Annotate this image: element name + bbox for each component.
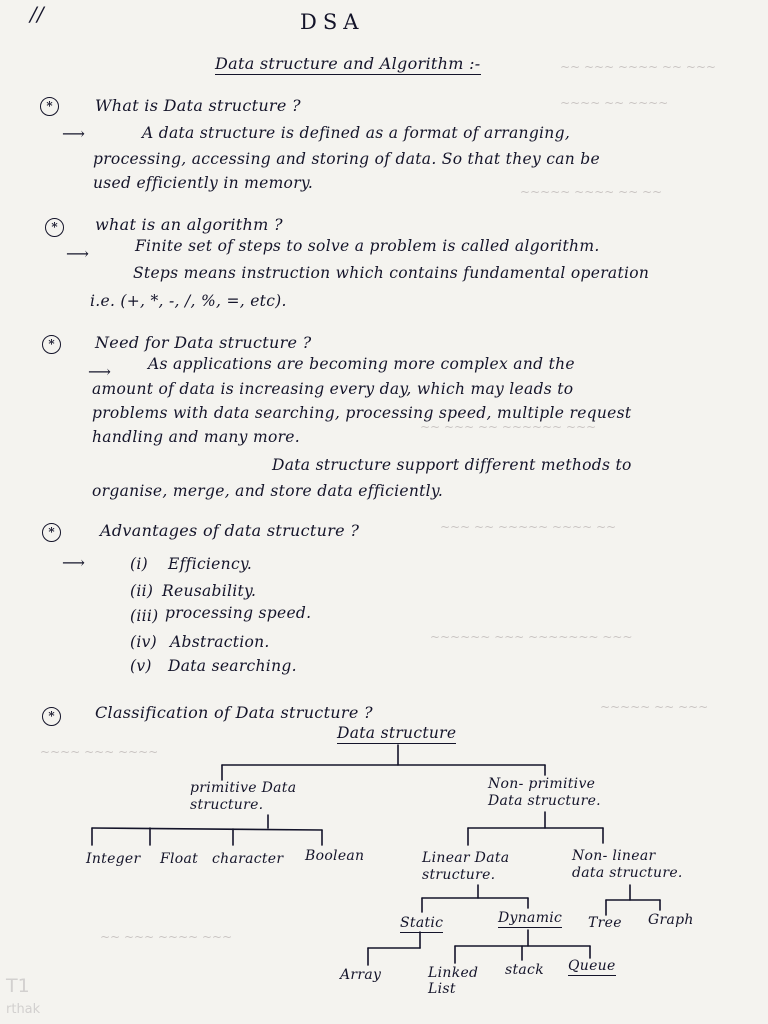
list-item: Reusability.: [162, 582, 257, 600]
bleed-through-text: ~~ ~~~~ ~~~~~ ~~ ~~~: [440, 520, 617, 534]
tree-leaf-boolean: Boolean: [305, 848, 365, 864]
tree-node-non-linear-label: Non- linear data structure.: [572, 848, 683, 881]
corner-mark: //: [30, 2, 45, 26]
arrow-icon: ⟶: [66, 244, 89, 263]
bleed-through-text: ~~~~ ~~~ ~~~~: [40, 745, 159, 759]
tree-leaf-array: Array: [340, 967, 382, 983]
arrow-icon: ⟶: [88, 362, 111, 381]
bullet-star-icon: *: [42, 707, 61, 726]
section-text-line: handling and many more.: [92, 428, 300, 446]
section-text-line: i.e. (+, *, -, /, %, =, etc).: [90, 292, 287, 310]
section-text-line: A data structure is defined as a format of arranging,: [142, 124, 571, 142]
section-heading: Advantages of data structure ?: [100, 521, 360, 540]
page-subtitle: Data structure and Algorithm :-: [215, 54, 481, 73]
bleed-through-text: ~~~~ ~~ ~~~~: [560, 96, 669, 110]
section-text-line: Steps means instruction which contains fundamental operation: [133, 264, 650, 282]
tree-node-primitive-label: primitive Data structure.: [190, 780, 297, 813]
list-item: processing speed.: [165, 604, 312, 622]
list-number: (v): [130, 657, 152, 675]
page-title: DSA: [300, 10, 365, 34]
tree-leaf-graph: Graph: [648, 912, 694, 928]
tree-node-root: Data structure: [337, 724, 457, 742]
bullet-star-icon: *: [42, 335, 61, 354]
tree-node-dynamic: Dynamic: [498, 910, 563, 926]
arrow-icon: ⟶: [62, 124, 85, 143]
tree-leaf-stack: stack: [505, 962, 544, 978]
tree-leaf-queue: Queue: [568, 958, 616, 974]
list-item: Abstraction.: [170, 633, 270, 651]
tree-node-non-primitive-label: Non- primitive Data structure.: [488, 776, 601, 809]
list-number: (iv): [130, 633, 158, 651]
bleed-through-text: ~~~ ~~ ~~~~ ~~~ ~~: [560, 60, 717, 74]
tree-node-primitive: [190, 780, 340, 814]
list-number: (ii): [130, 582, 154, 600]
bleed-through-text: ~~~ ~~~~~~~ ~~~ ~~~~~~: [430, 630, 633, 644]
tree-leaf-tree: Tree: [588, 915, 622, 931]
section-text-line: processing, accessing and storing of data. So that they can be: [93, 150, 600, 168]
list-item: Data searching.: [168, 657, 297, 675]
section-text-line: organise, merge, and store data efficiently.: [92, 482, 444, 500]
list-number: (i): [130, 555, 148, 573]
tree-node-linear: [422, 850, 540, 884]
bullet-star-icon: *: [42, 523, 61, 542]
bleed-through-text: ~~~ ~~ ~~~~~: [600, 700, 709, 714]
section-text-line: problems with data searching, processing speed, multiple request: [92, 404, 632, 422]
list-item: Efficiency.: [168, 555, 253, 573]
bleed-through-text: ~~~ ~~~~~~ ~~ ~~~ ~~: [420, 420, 597, 434]
section-heading: Need for Data structure ?: [95, 333, 312, 352]
section-text-line: As applications are becoming more complex and the: [148, 355, 575, 373]
list-number: (iii): [130, 607, 159, 625]
section-heading: What is Data structure ?: [95, 96, 301, 115]
tree-node-static: Static: [400, 915, 444, 931]
section-text-line: used efficiently in memory.: [93, 174, 314, 192]
tree-node-non-linear: [572, 848, 692, 882]
watermark-name: rthak: [6, 1002, 41, 1017]
section-heading: what is an algorithm ?: [95, 215, 283, 234]
bleed-through-text: ~~~ ~~~~ ~~~ ~~: [100, 930, 233, 944]
arrow-icon: ⟶: [62, 553, 85, 572]
tree-leaf-float: Float: [160, 851, 199, 867]
bleed-through-text: ~~ ~~ ~~~~ ~~~~~: [520, 185, 663, 199]
tree-node-non-primitive: [488, 776, 623, 810]
section-text-line: Finite set of steps to solve a problem is called algorithm.: [135, 237, 600, 255]
tree-leaf-linked-list: Linked List: [428, 965, 479, 997]
bullet-star-icon: *: [45, 218, 64, 237]
watermark-logo: T1: [6, 975, 30, 997]
tree-leaf-integer: Integer: [86, 851, 141, 867]
section-text-line: amount of data is increasing every day, which may leads to: [92, 380, 574, 398]
section-text-line: Data structure support different methods to: [272, 456, 632, 474]
tree-leaf-character: character: [212, 851, 284, 867]
tree-node-linear-label: Linear Data structure.: [422, 850, 510, 883]
bullet-star-icon: *: [40, 97, 59, 116]
section-heading: Classification of Data structure ?: [95, 703, 373, 722]
